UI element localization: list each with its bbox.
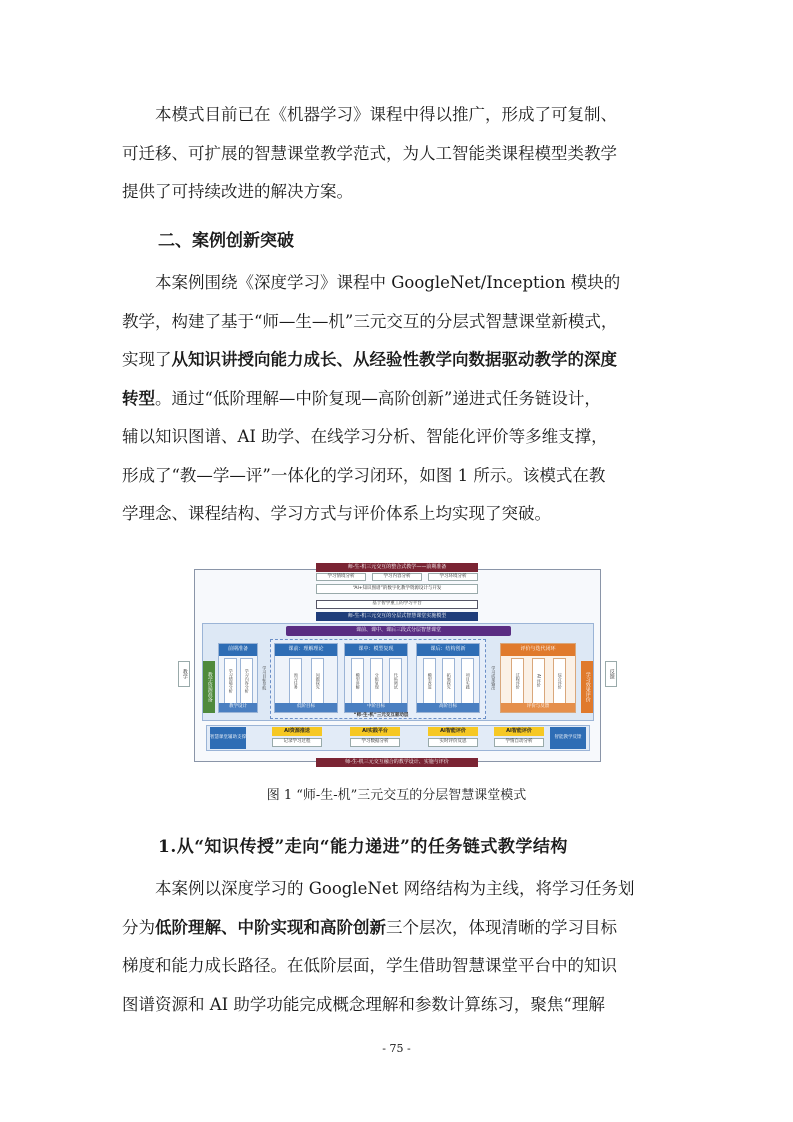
column-item: 问题探究 — [311, 658, 324, 704]
stage-column-pre-class — [274, 643, 338, 713]
column-title: 前期准备 — [219, 644, 257, 656]
figure-caption: 图 1 “师-生-机”三元交互的分层智慧课堂模式 — [266, 788, 527, 803]
column-item: 过程评价 — [511, 658, 524, 704]
text-line: 本模式目前已在《机器学习》课程中得以推广，形成了可复制、 — [155, 105, 617, 124]
ai-tool-name: AI智能评价 — [428, 727, 478, 736]
column-item: 分组复现 — [370, 658, 383, 704]
side-label-feedback: 反馈 — [605, 661, 617, 687]
column-foot: 高阶目标 — [417, 703, 479, 712]
top-box: 学习情境分析 — [316, 573, 366, 581]
resource-prep-bar: 教学资源准备 — [203, 661, 215, 713]
ai-tool-desc: 学情自动分析 — [494, 738, 544, 747]
section-heading: 二、案例创新突破 — [158, 231, 294, 251]
text-line: 学理念、课程结构、学习方式与评价体系上均实现了突破。 — [122, 504, 551, 523]
text-line — [122, 380, 674, 419]
column-title: 课前：理解理论 — [275, 644, 337, 656]
support-label: 智慧课堂辅助支撑 — [210, 727, 246, 749]
column-item: 模型改进 — [423, 658, 436, 704]
top-box: 学习内容分析 — [372, 573, 422, 581]
column-item: 学习情境分析 — [224, 658, 237, 704]
feedback-label: 智能教学反馈 — [550, 727, 586, 749]
evaluation-bar: 学习效果评价 — [581, 661, 593, 713]
text-line: 提供了可持续改进的解决方案。 — [122, 182, 353, 201]
text-line: 图谱资源和 AI 助学功能完成概念理解和参数计算练习，聚焦“理解 — [122, 994, 605, 1014]
bold-text: 转型 — [122, 388, 155, 408]
column-foot: 教学设计 — [219, 703, 257, 712]
text-line: 可迁移、可扩展的智慧课堂教学范式，为人工智能类课程模型类教学 — [122, 143, 617, 163]
knowledge-graph-box: “AI+知识图谱”的数字化教学资源设计与开发 — [316, 584, 478, 594]
text-run: 三个层次，体现清晰的学习目标 — [386, 917, 617, 937]
column-title: 课后：结构创新 — [417, 644, 479, 656]
ai-tool-desc: 学习数据分析 — [350, 738, 400, 747]
column-item: AI 评价 — [532, 658, 545, 704]
prep-column — [218, 643, 258, 713]
text-line — [122, 909, 674, 948]
top-box: 学习环境分析 — [428, 573, 478, 581]
text-run: 。通过“低阶理解—中阶复现—高阶创新”递进式任务链设计， — [155, 388, 601, 408]
model-banner: 师-生-机三元交互的分层式智慧课堂实施模型 — [316, 612, 478, 621]
ai-tool-name: AI实践平台 — [350, 727, 400, 736]
arrow-label-left: 学习目标导航 — [262, 666, 268, 690]
ai-tool-desc: 实时评价反思 — [428, 738, 478, 747]
evaluation-column — [500, 643, 576, 713]
subsection-heading: 1.从“知识传授”走向“能力递进”的任务链式教学结构 — [158, 837, 568, 857]
platform-box: 基于智学重工的学习平台 — [316, 600, 478, 609]
text-run: 实现了 — [122, 350, 172, 369]
column-foot: 评价与反馈 — [501, 703, 575, 712]
bottom-banner: 师-生-机三元交互融合的教学设计、实施与评价 — [316, 758, 478, 767]
ai-tool-desc: 记录学习过程 — [272, 738, 322, 747]
text-line: 本案例围绕《深度学习》课程中 GoogleNet/Inception 模块的 — [155, 273, 621, 292]
column-item: 学习内容分析 — [240, 658, 253, 704]
arrow-label-right: 学习成果输出 — [491, 666, 497, 690]
paragraph-task-chain — [122, 870, 674, 1024]
ai-tool-name: AI资源推送 — [272, 727, 322, 736]
column-item: 拓展探究 — [442, 658, 455, 704]
column-foot: 低阶目标 — [275, 703, 337, 712]
stage-column-in-class — [344, 643, 408, 713]
text-line — [122, 341, 674, 380]
top-banner: 师-生-机三元交互的整合式教学——前期准备 — [316, 563, 478, 572]
stages-banner: 课前、课中、课后三段式分层智慧课堂 — [286, 626, 511, 636]
column-item: 综合评价 — [553, 658, 566, 704]
paragraph-innovation — [122, 264, 674, 534]
column-foot: 中阶目标 — [345, 703, 407, 712]
model-diagram — [176, 563, 619, 768]
interaction-layer-label: “师-生-机”三元交互驱动层 — [353, 713, 409, 718]
bold-text: 低阶理解、中阶实现和高阶创新 — [155, 917, 386, 937]
column-title: 课中：模型复现 — [345, 644, 407, 656]
stage-column-post-class — [416, 643, 480, 713]
ai-tool-name: AI智能评价 — [494, 727, 544, 736]
text-run: 分为 — [122, 917, 155, 937]
column-item: 项目实践 — [461, 658, 474, 704]
text-line: 形成了“教—学—评”一体化的学习闭环，如图 1 所示。该模式在教 — [122, 465, 606, 485]
text-line: 梯度和能力成长路径。在低阶层面，学生借助智慧课堂平台中的知识 — [122, 956, 617, 975]
text-line: 教学，构建了基于“师—生—机”三元交互的分层式智慧课堂新模式， — [122, 311, 618, 331]
text-line: 辅以知识图谱、AI 助学、在线学习分析、智能化评价等多维支撑， — [122, 427, 608, 446]
column-item: 模型讲解 — [351, 658, 364, 704]
column-title: 评价与迭代闭环 — [501, 644, 575, 656]
text-line: 本案例以深度学习的 GoogleNet 网络结构为主线，将学习任务划 — [155, 879, 635, 898]
page-number: - 75 - — [382, 1042, 411, 1055]
side-label-teaching: 教学 — [178, 661, 190, 687]
paragraph-intro — [122, 96, 674, 212]
column-item: 预习任务 — [289, 658, 302, 704]
column-item: 代码调试 — [389, 658, 402, 704]
bold-text: 从知识讲授向能力成长、从经验性教学向数据驱动教学的深度 — [171, 350, 617, 369]
